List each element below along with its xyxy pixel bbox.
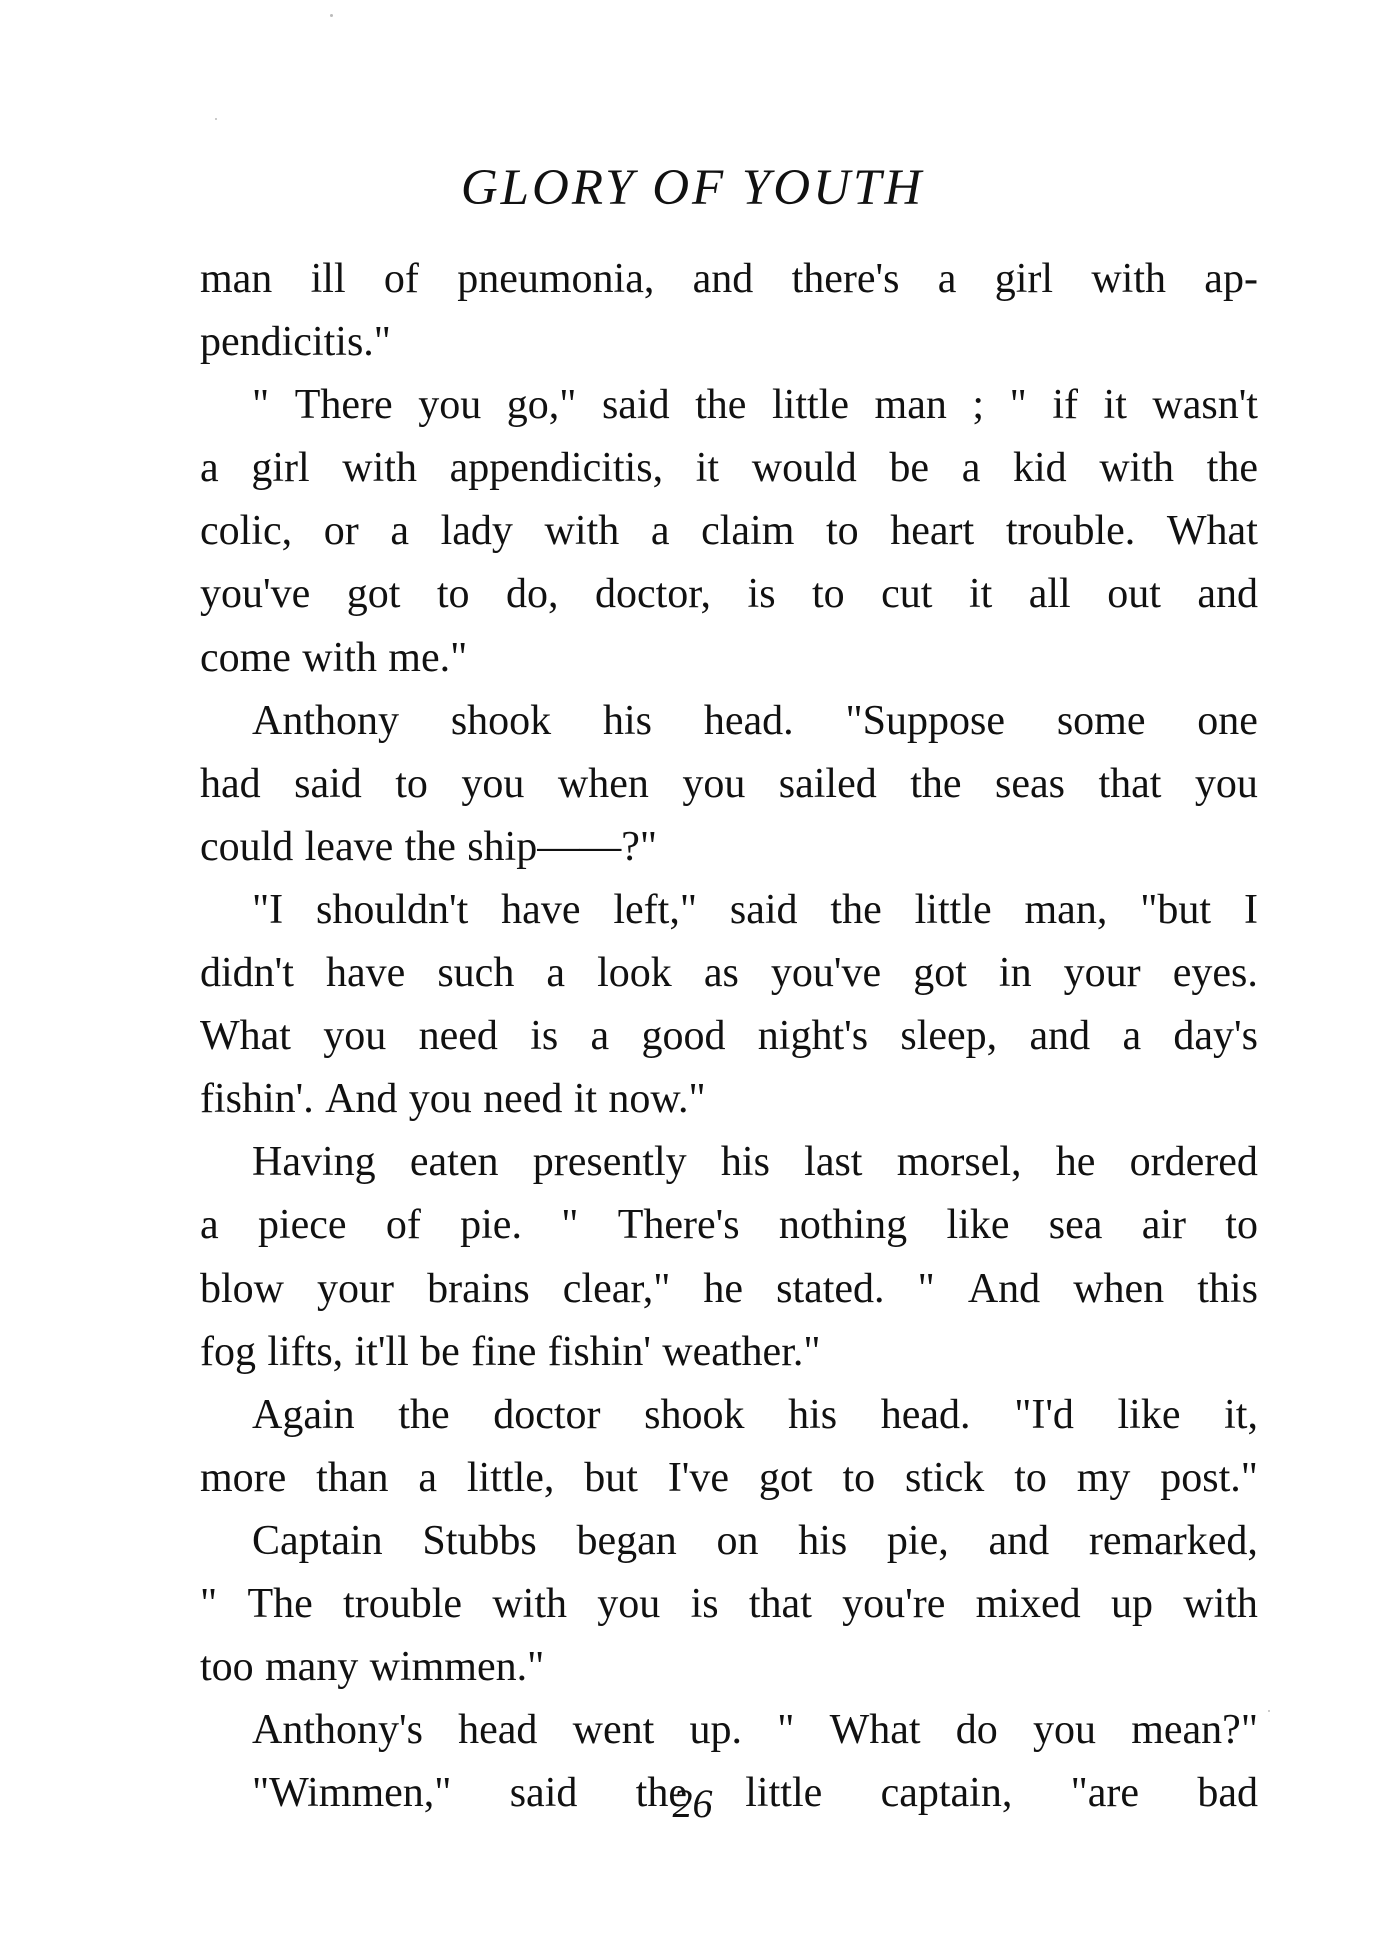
word: when — [557, 760, 649, 807]
word: to — [812, 571, 845, 618]
word: one — [1197, 697, 1258, 744]
word: with — [1091, 256, 1166, 302]
word: doctor, — [594, 571, 712, 618]
word: need — [418, 1013, 498, 1060]
word: look — [597, 950, 672, 997]
word: up — [1110, 1580, 1153, 1627]
text-line — [200, 500, 1258, 563]
word: a — [937, 256, 957, 302]
word: ; — [972, 382, 985, 429]
word: a — [418, 1454, 438, 1501]
word: you're — [842, 1580, 946, 1627]
word: when — [1073, 1265, 1165, 1312]
word: such — [437, 950, 515, 997]
word: remarked, — [1088, 1517, 1258, 1564]
word: seas — [995, 760, 1065, 807]
word: you — [461, 760, 525, 807]
word: to — [1014, 1454, 1047, 1501]
word: it — [695, 445, 720, 492]
word: colic, — [200, 508, 293, 555]
word: "Wimmen," — [252, 1770, 452, 1817]
word: the — [830, 886, 882, 933]
word: lifts, — [267, 1328, 344, 1375]
word: blow — [200, 1265, 284, 1312]
word: your — [1063, 950, 1141, 997]
word: go," — [506, 382, 577, 429]
word: do, — [505, 571, 559, 618]
word: my — [1076, 1454, 1131, 1501]
word: need — [483, 1076, 563, 1123]
word: "I'd — [1014, 1391, 1074, 1438]
word: girl — [251, 445, 310, 492]
word: said — [509, 1770, 578, 1817]
word: had — [200, 760, 261, 807]
word: got — [913, 950, 967, 997]
word: his — [788, 1391, 838, 1438]
text-line — [200, 1573, 1258, 1636]
word: " — [777, 1707, 795, 1754]
word: trouble — [343, 1580, 463, 1627]
word: fishin' — [547, 1328, 651, 1375]
word: ill — [310, 256, 346, 302]
text-line — [200, 1636, 1258, 1699]
word: the — [1206, 445, 1258, 492]
word: weather." — [662, 1328, 821, 1375]
word: all — [1028, 571, 1071, 618]
word: said — [601, 382, 670, 429]
word: wasn't — [1152, 382, 1258, 429]
word: pie, — [886, 1517, 949, 1564]
word: of — [385, 1202, 421, 1249]
word: bad — [1197, 1770, 1258, 1817]
word: "Suppose — [845, 697, 1005, 744]
word: There — [294, 382, 393, 429]
word: captain, — [880, 1770, 1013, 1817]
word: Anthony's — [252, 1707, 423, 1754]
word: is — [747, 571, 776, 618]
word: with — [492, 1580, 567, 1627]
word: to — [842, 1454, 876, 1501]
word: sea — [1048, 1202, 1103, 1249]
word: and — [1029, 1013, 1091, 1060]
text-line — [200, 563, 1258, 626]
word: it'll — [354, 1328, 409, 1375]
word: ordered — [1129, 1139, 1258, 1186]
word: "are — [1070, 1770, 1140, 1817]
word: man — [874, 382, 947, 429]
text-line — [200, 1258, 1258, 1321]
word: you — [1194, 760, 1258, 807]
word: What — [829, 1707, 921, 1754]
word: Having — [252, 1139, 376, 1186]
word: " — [917, 1265, 935, 1312]
text-line — [200, 1068, 1258, 1131]
text-line — [200, 1699, 1258, 1762]
word: pneumonia, — [457, 256, 655, 302]
word: "I — [252, 886, 284, 933]
word: Anthony — [252, 697, 399, 744]
word: with — [1183, 1580, 1258, 1627]
word: you've — [770, 950, 882, 997]
word: eaten — [409, 1139, 499, 1186]
word: if — [1052, 382, 1078, 429]
word: his — [798, 1517, 848, 1564]
word: more — [200, 1454, 287, 1501]
word: be — [889, 445, 930, 492]
word: Captain — [252, 1517, 383, 1564]
word: come — [200, 634, 291, 681]
word: the — [910, 760, 962, 807]
word: good — [641, 1013, 726, 1060]
word: it — [1103, 382, 1127, 429]
word: a — [200, 1202, 219, 1249]
word: than — [316, 1454, 389, 1501]
word: " — [561, 1202, 579, 1249]
word: of — [383, 256, 419, 302]
word: there's — [791, 256, 900, 302]
word: up. — [689, 1707, 743, 1754]
word: post." — [1160, 1454, 1258, 1501]
word: the — [404, 823, 456, 870]
word: There's — [617, 1202, 740, 1249]
paper-speck — [1268, 1710, 1270, 1712]
word: kid — [1013, 445, 1067, 492]
word: mean?" — [1131, 1707, 1258, 1754]
word: got — [758, 1454, 813, 1501]
word: me." — [388, 634, 468, 681]
word: you — [408, 1076, 472, 1123]
word: " — [1009, 382, 1027, 429]
word: a — [390, 508, 409, 555]
word: head. — [880, 1391, 971, 1438]
word: you've — [200, 571, 311, 618]
word: "but — [1140, 886, 1212, 933]
word: the — [635, 1770, 687, 1817]
word: and — [692, 256, 754, 302]
word: or — [323, 508, 359, 555]
page-number: 26 — [672, 1781, 713, 1826]
word: man, — [1024, 886, 1108, 933]
word: on — [716, 1517, 759, 1564]
word: you — [682, 760, 746, 807]
word: his — [603, 697, 653, 744]
word: stick — [904, 1454, 985, 1501]
word: I — [1243, 886, 1258, 933]
word: didn't — [200, 950, 294, 997]
text-line — [200, 311, 1258, 374]
word: shook — [450, 697, 552, 744]
word: ap- — [1204, 256, 1258, 302]
text-line — [200, 753, 1258, 816]
word: doctor — [493, 1391, 601, 1438]
word: presently — [532, 1139, 687, 1186]
word: it — [573, 1076, 598, 1123]
text-line — [200, 1321, 1258, 1384]
word: but — [584, 1454, 638, 1501]
word: mixed — [975, 1580, 1081, 1627]
word: sleep, — [900, 1013, 998, 1060]
word: lady — [440, 508, 513, 555]
word: morsel, — [896, 1139, 1022, 1186]
word: your — [317, 1265, 395, 1312]
word: said — [729, 886, 798, 933]
word: stated. — [776, 1265, 885, 1312]
word: the — [398, 1391, 450, 1438]
word: " — [200, 1580, 218, 1627]
word: pendicitis." — [200, 319, 391, 366]
word: man — [200, 256, 273, 302]
word: now." — [608, 1076, 706, 1123]
word: as — [703, 950, 739, 997]
word: with — [544, 508, 620, 555]
word: piece — [257, 1202, 347, 1249]
word: out — [1107, 571, 1161, 618]
word: fishin'. — [200, 1076, 314, 1123]
word: could — [200, 823, 294, 870]
word: ship——?" — [467, 823, 658, 870]
word: trouble. — [1005, 508, 1136, 555]
text-line — [200, 437, 1258, 500]
word: night's — [757, 1013, 869, 1060]
word: eyes. — [1172, 950, 1258, 997]
word: appendicitis, — [449, 445, 664, 492]
word: to — [395, 760, 428, 807]
word: fog — [200, 1328, 256, 1375]
word: Stubbs — [422, 1517, 537, 1564]
text-line — [200, 1510, 1258, 1573]
word: to — [436, 571, 470, 618]
word: be — [420, 1328, 460, 1375]
word: got — [346, 571, 401, 618]
word: with — [1099, 445, 1175, 492]
word: a — [1122, 1013, 1142, 1060]
word: you — [1033, 1707, 1097, 1754]
word: it — [968, 571, 993, 618]
paper-speck — [215, 118, 217, 120]
word: head. — [703, 697, 794, 744]
word: girl — [994, 256, 1054, 302]
word: would — [751, 445, 857, 492]
word: in — [998, 950, 1032, 997]
word: And — [325, 1076, 398, 1123]
word: a — [200, 445, 219, 492]
word: his — [720, 1139, 770, 1186]
text-line — [200, 1005, 1258, 1068]
word: little — [914, 886, 992, 933]
word: shouldn't — [316, 886, 469, 933]
word: left," — [613, 886, 697, 933]
paper-speck — [330, 14, 333, 17]
word: fine — [471, 1328, 537, 1375]
word: little, — [466, 1454, 555, 1501]
word: he — [1055, 1139, 1096, 1186]
word: is — [530, 1013, 559, 1060]
word: clear," — [562, 1265, 671, 1312]
word: with — [342, 445, 417, 492]
text-line — [200, 879, 1258, 942]
word: shook — [644, 1391, 745, 1438]
word: that — [748, 1580, 812, 1627]
word: some — [1056, 697, 1146, 744]
word: you — [597, 1580, 661, 1627]
word: pie. — [460, 1202, 522, 1249]
word: have — [501, 886, 581, 933]
text-line — [200, 1194, 1258, 1257]
word: head — [458, 1707, 538, 1754]
word: What — [200, 1013, 291, 1060]
word: this — [1197, 1265, 1258, 1312]
word: the — [695, 382, 747, 429]
word: is — [690, 1580, 719, 1627]
word: too — [200, 1644, 254, 1691]
word: last — [804, 1139, 863, 1186]
word: claim — [701, 508, 795, 555]
word: like — [1117, 1391, 1181, 1438]
word: that — [1098, 760, 1162, 807]
word: a — [546, 950, 566, 997]
word: sailed — [778, 760, 877, 807]
text-line — [200, 627, 1258, 690]
text-line — [200, 248, 1258, 311]
word: like — [946, 1202, 1010, 1249]
word: day's — [1173, 1013, 1258, 1060]
word: wimmen." — [369, 1644, 545, 1691]
text-line — [200, 1384, 1258, 1447]
word: little — [745, 1770, 823, 1817]
word: many — [265, 1644, 359, 1691]
text-line — [200, 1447, 1258, 1510]
text-line — [200, 690, 1258, 753]
word: to — [825, 508, 859, 555]
word: have — [325, 950, 406, 997]
word: you — [418, 382, 482, 429]
word: little — [772, 382, 849, 429]
word: " — [252, 382, 270, 429]
word: you — [323, 1013, 387, 1060]
word: went — [572, 1707, 655, 1754]
word: do — [955, 1707, 998, 1754]
word: leave — [304, 823, 394, 870]
word: began — [576, 1517, 677, 1564]
word: he — [703, 1265, 744, 1312]
word: it, — [1224, 1391, 1258, 1438]
word: I've — [667, 1454, 730, 1501]
word: to — [1225, 1202, 1258, 1249]
text-line — [200, 374, 1258, 437]
word: a — [650, 508, 670, 555]
word: and — [988, 1517, 1050, 1564]
word: a — [961, 445, 981, 492]
word: Again — [252, 1391, 355, 1438]
word: a — [590, 1013, 610, 1060]
word: with — [302, 634, 377, 681]
word: nothing — [778, 1202, 908, 1249]
text-line — [200, 816, 1258, 879]
word: said — [294, 760, 362, 807]
word: The — [247, 1580, 313, 1627]
word: cut — [881, 571, 933, 618]
word: air — [1141, 1202, 1186, 1249]
body-text — [200, 248, 1258, 1825]
text-line — [200, 942, 1258, 1005]
running-head: GLORY OF YOUTH — [460, 160, 925, 216]
word: And — [967, 1265, 1041, 1312]
text-line — [200, 1131, 1258, 1194]
word: brains — [427, 1265, 530, 1312]
word: and — [1197, 571, 1258, 618]
word: What — [1166, 508, 1258, 555]
word: heart — [890, 508, 975, 555]
